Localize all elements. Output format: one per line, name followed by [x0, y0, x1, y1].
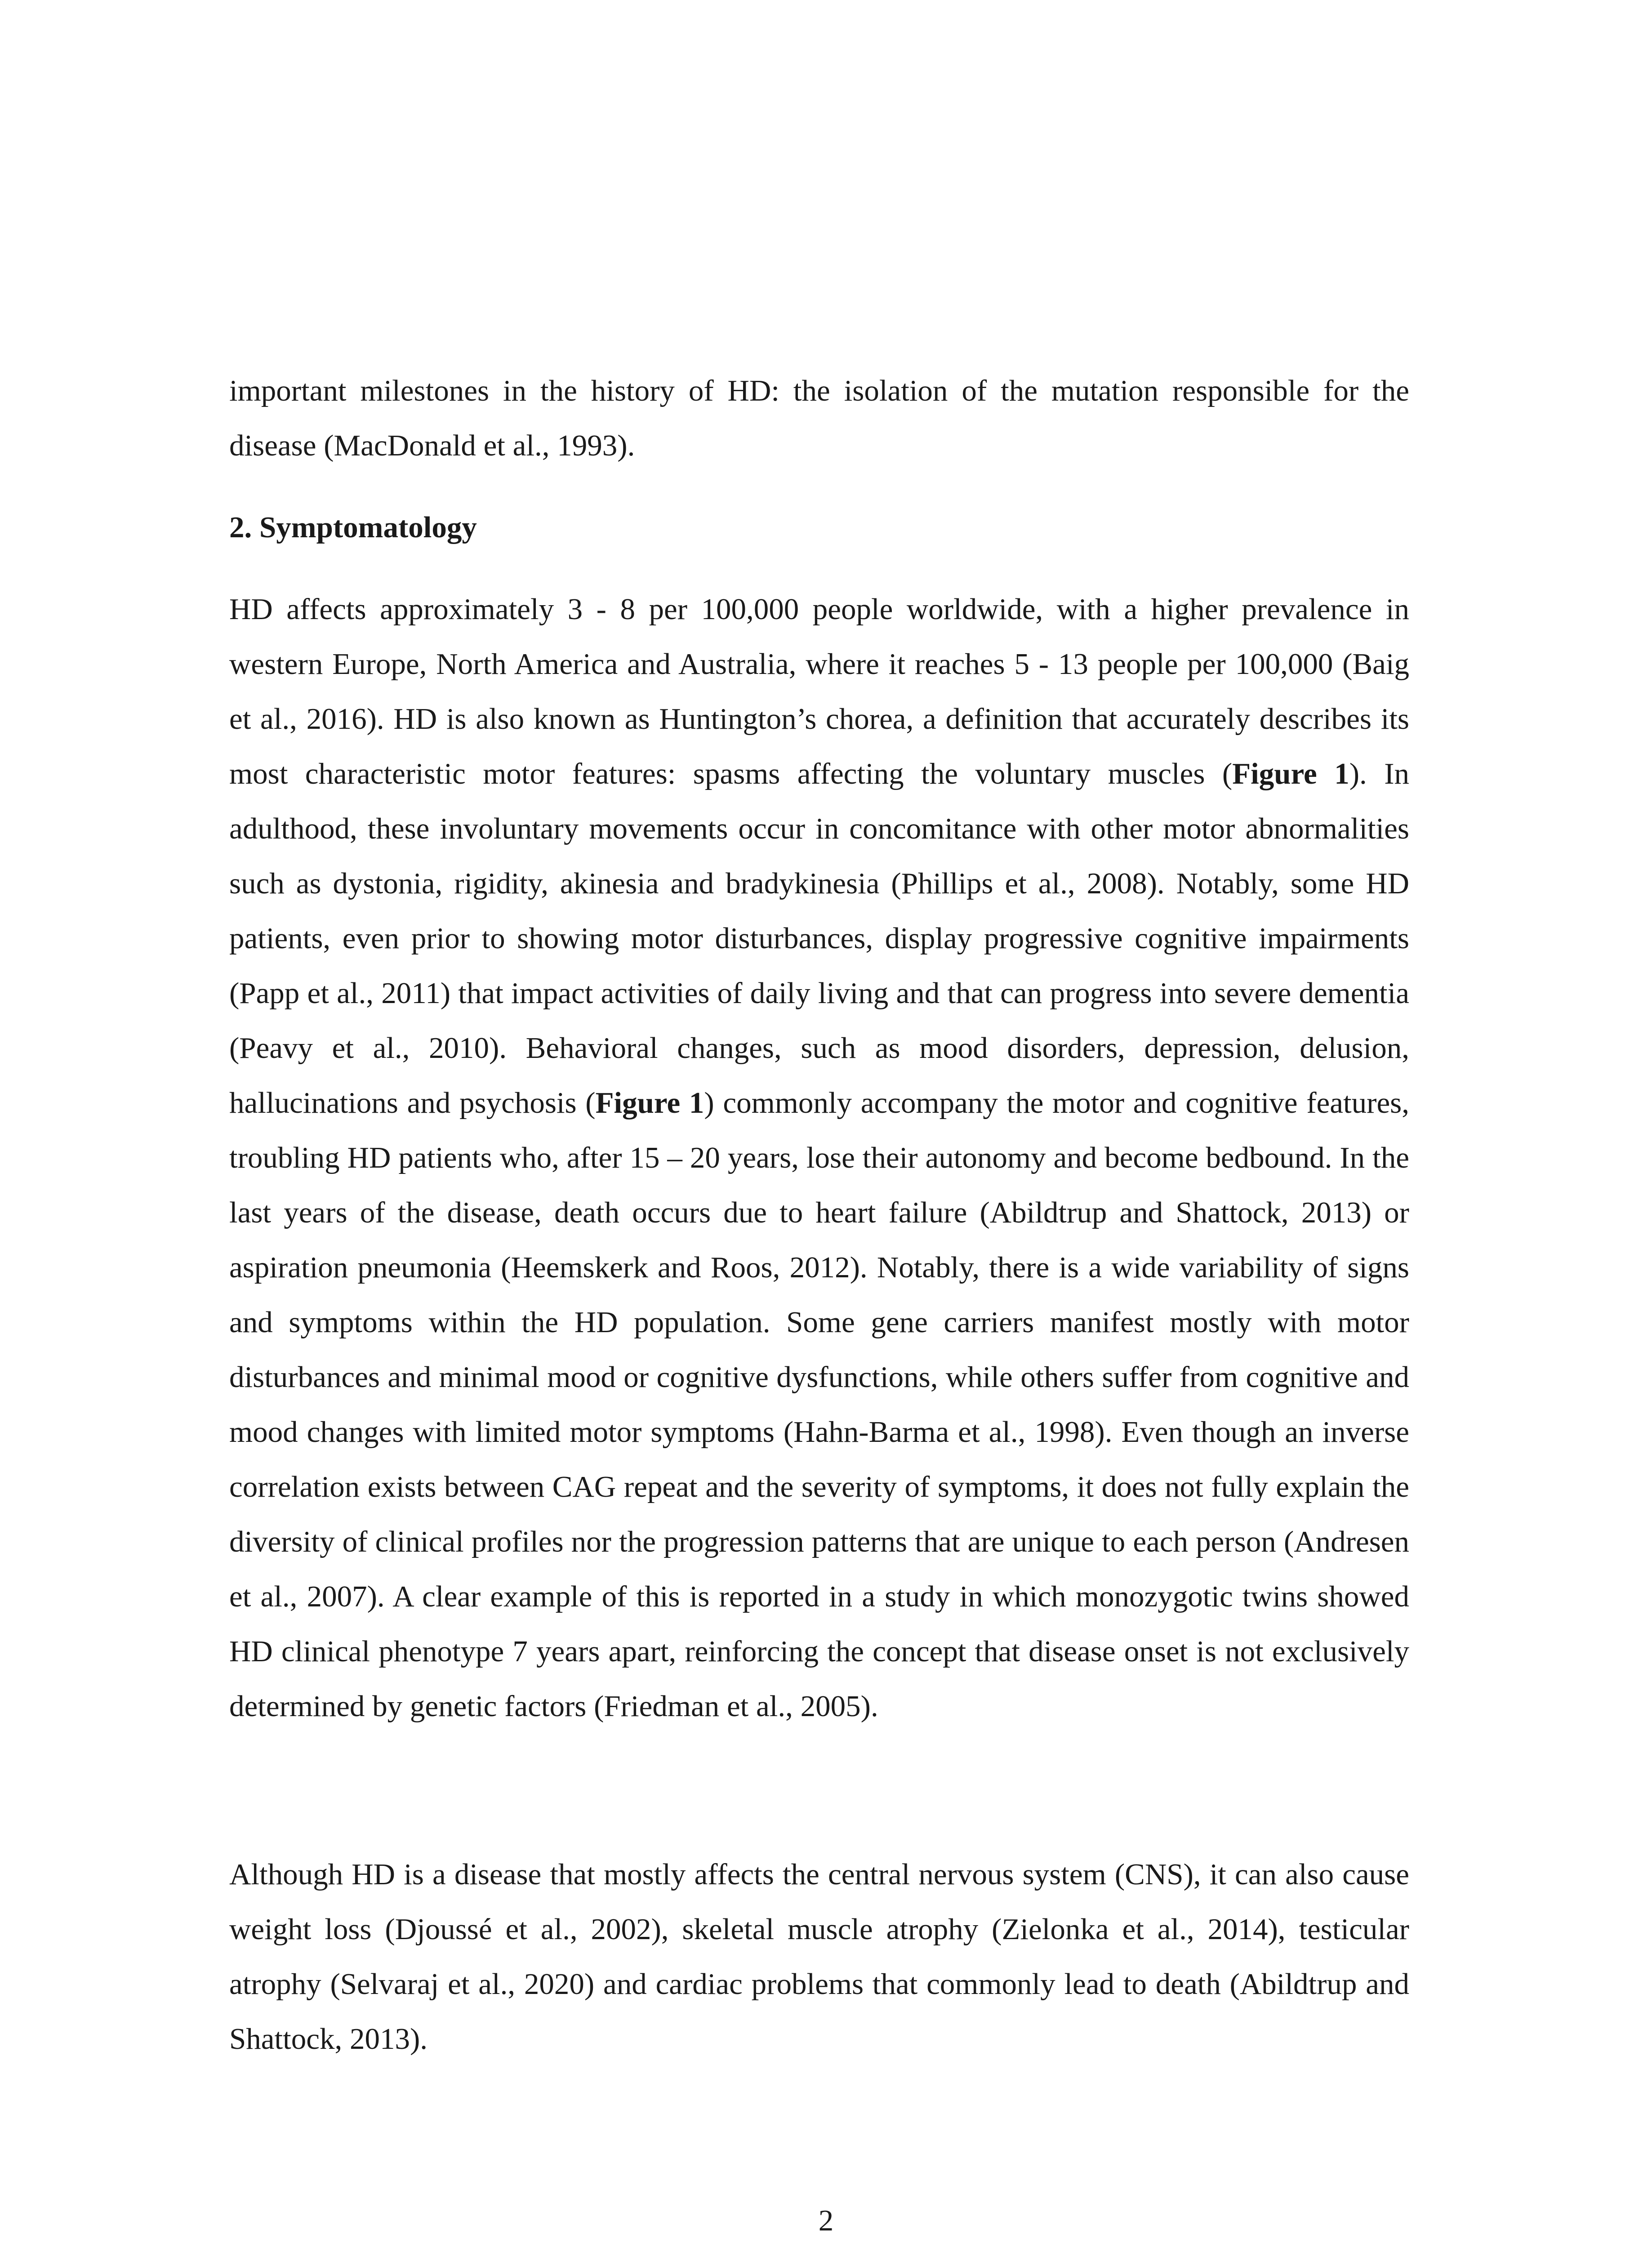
figure-reference: Figure 1 — [595, 1086, 704, 1120]
figure-reference: Figure 1 — [1232, 757, 1349, 790]
section-heading: 2. Symptomatology — [229, 511, 477, 544]
cns-paragraph — [229, 1847, 1409, 2066]
paragraph-text: Although HD is a disease that mostly affects the central nervous system (CNS), it can also cause weight loss (Djoussé et al., 2002), skeletal muscle atrophy (Zielonka et al., 2014), testicular atrophy (Selvaraj et al., 2020) and cardiac problems that commonly lead to death (Abildtrup and Shattock, 2013). — [229, 1858, 1409, 2056]
intro-paragraph — [229, 363, 1409, 473]
paragraph-text: ). In adulthood, these involuntary movements occur in concomitance with other motor abnormalities such as dystonia, rigidity, akinesia and bradykinesia (Phillips et al., 2008). Notably, some HD patients, even prior to showing motor disturbances, display progressive cognitive impairments (Papp et al., 2011) that impact activities of daily living and that can progress into severe dementia (Peavy et al., 2010). Behavioral changes, such as mood disorders, depression, delusion, hallucinations and psychosis ( — [229, 757, 1410, 1120]
page-number: 2 — [818, 2204, 834, 2237]
paragraph-body — [229, 582, 1409, 1734]
paragraph-text: ) commonly accompany the motor and cognitive features, troubling HD patients who, after 15 – 20 years, lose their autonomy and become bedbound. In the last years of the disease, death occurs due to heart failure (Abildtrup and Shattock, 2013) or aspiration pneumonia (Heemskerk and Roos, 2012). Notably, there is a wide variability of signs and symptoms within the HD population. Some gene carriers manifest mostly with motor disturbances and minimal mood or cognitive dysfunctions, while others suffer from cognitive and mood changes with limited motor symptoms (Hahn-Barma et al., 1998). Even though an inverse correlation exists between CAG repeat and the severity of symptoms, it does not fully explain the diversity of clinical profiles nor the progression patterns that are unique to each person (Andresen et al., 2007). A clear example of this is reported in a study in which monozygotic twins showed HD clinical phenotype 7 years apart, reinforcing the concept that disease onset is not exclusively determined by genetic factors (Friedman et al., 2005). — [229, 1086, 1410, 1723]
intro-text: important milestones in the history of HD: the isolation of the mutation responsible for the disease (MacDonald et al., 1993). — [229, 374, 1409, 462]
symptomatology-paragraph — [229, 582, 1409, 1734]
paragraph-text: HD affects approximately 3 - 8 per 100,000 people worldwide, with a higher prevalence in western Europe, North America and Australia, where it reaches 5 - 13 people per 100,000 (Baig et al., 2016). HD is also known as Huntington’s chorea, a definition that accurately describes its most characteristic motor features: spasms affecting the voluntary muscles ( — [229, 593, 1409, 790]
